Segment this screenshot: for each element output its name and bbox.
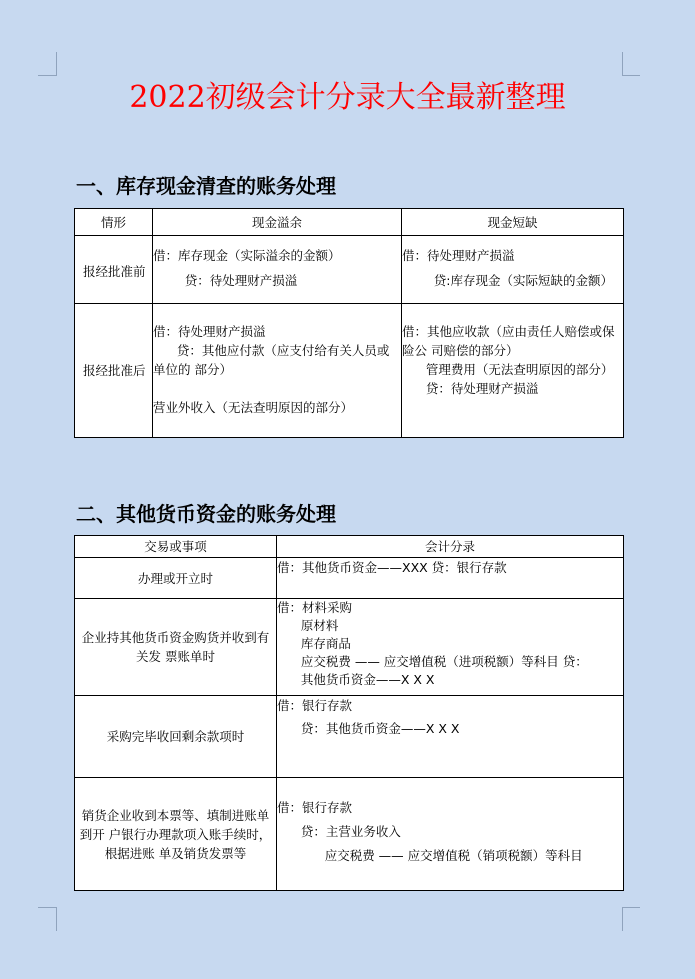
entry-line: 借：其他应收款（应由责任人赔偿或保险公 司赔偿的部分） bbox=[402, 324, 615, 358]
entry-cell bbox=[277, 599, 624, 696]
row-label: 报经批准前 bbox=[75, 236, 153, 304]
table-row bbox=[75, 778, 624, 891]
surplus-cell bbox=[153, 236, 402, 304]
entry-line: 贷：主营业务收入 bbox=[277, 824, 401, 839]
header-cell: 现金溢余 bbox=[153, 209, 402, 236]
row-label: 采购完毕收回剩余款项时 bbox=[75, 696, 277, 778]
cash-check-table bbox=[74, 208, 624, 438]
entry-cell bbox=[277, 696, 624, 778]
row-label: 办理或开立时 bbox=[75, 558, 277, 599]
shortage-cell bbox=[402, 236, 624, 304]
header-cell: 交易或事项 bbox=[75, 536, 277, 558]
entry-line: 贷：待处理财产损溢 bbox=[402, 381, 539, 396]
entry-line: 借：待处理财产损溢 bbox=[402, 248, 515, 263]
entry-line: 应交税费 —— 应交增值税（进项税额）等科目 贷： bbox=[277, 654, 588, 669]
entry-line: 贷：待处理财产损溢 bbox=[153, 273, 298, 288]
entry-line: 管理费用（无法查明原因的部分） bbox=[402, 362, 614, 377]
row-label: 报经批准后 bbox=[75, 304, 153, 438]
header-cell: 现金短缺 bbox=[402, 209, 624, 236]
table-row bbox=[75, 558, 624, 599]
entry-line: 借：银行存款 bbox=[277, 698, 353, 713]
document-title: 2022初级会计分录大全最新整理 bbox=[129, 80, 566, 115]
section-heading-cash-check: 一、库存现金清查的账务处理 bbox=[76, 174, 336, 198]
header-cell: 会计分录 bbox=[277, 536, 624, 558]
table-row bbox=[75, 696, 624, 778]
entry-line: 借：待处理财产损溢 bbox=[153, 324, 266, 339]
entry-line: 贷：其他应付款（应支付给有关人员或单位的 部分） bbox=[153, 343, 390, 377]
table-row bbox=[75, 236, 624, 304]
entry-line: 库存商品 bbox=[277, 636, 351, 651]
table-row bbox=[75, 304, 624, 438]
entry-line: 贷:库存现金（实际短缺的金额） bbox=[402, 273, 614, 288]
entry-line: 借：库存现金（实际溢余的金额） bbox=[153, 248, 341, 263]
entry-line: 贷：其他货币资金——X X X bbox=[277, 721, 460, 736]
entry-line: 原材料 bbox=[277, 618, 339, 633]
header-cell: 情形 bbox=[75, 209, 153, 236]
entry-cell bbox=[277, 778, 624, 891]
entry-line: 借：其他货币资金——XXX 贷：银行存款 bbox=[277, 560, 507, 575]
entry-cell bbox=[277, 558, 624, 599]
entry-line: 营业外收入（无法查明原因的部分） bbox=[153, 381, 354, 415]
row-label: 销货企业收到本票等、填制进账单到开 户银行办理款项入账手续时，根据进账 单及销货发票等 bbox=[75, 778, 277, 891]
entry-line: 应交税费 —— 应交增值税（销项税额）等科目 bbox=[277, 848, 583, 863]
other-monetary-funds-table bbox=[74, 535, 624, 891]
entry-line: 借：银行存款 bbox=[277, 800, 353, 815]
shortage-cell bbox=[402, 304, 624, 438]
entry-line: 其他货币资金——X X X bbox=[277, 672, 435, 687]
section-heading-other-monetary-funds: 二、其他货币资金的账务处理 bbox=[76, 502, 336, 526]
entry-line: 借：材料采购 bbox=[277, 600, 353, 615]
table-row bbox=[75, 599, 624, 696]
table-header-row bbox=[75, 209, 624, 236]
table-header-row bbox=[75, 536, 624, 558]
row-label: 企业持其他货币资金购货并收到有关发 票账单时 bbox=[75, 599, 277, 696]
surplus-cell bbox=[153, 304, 402, 438]
